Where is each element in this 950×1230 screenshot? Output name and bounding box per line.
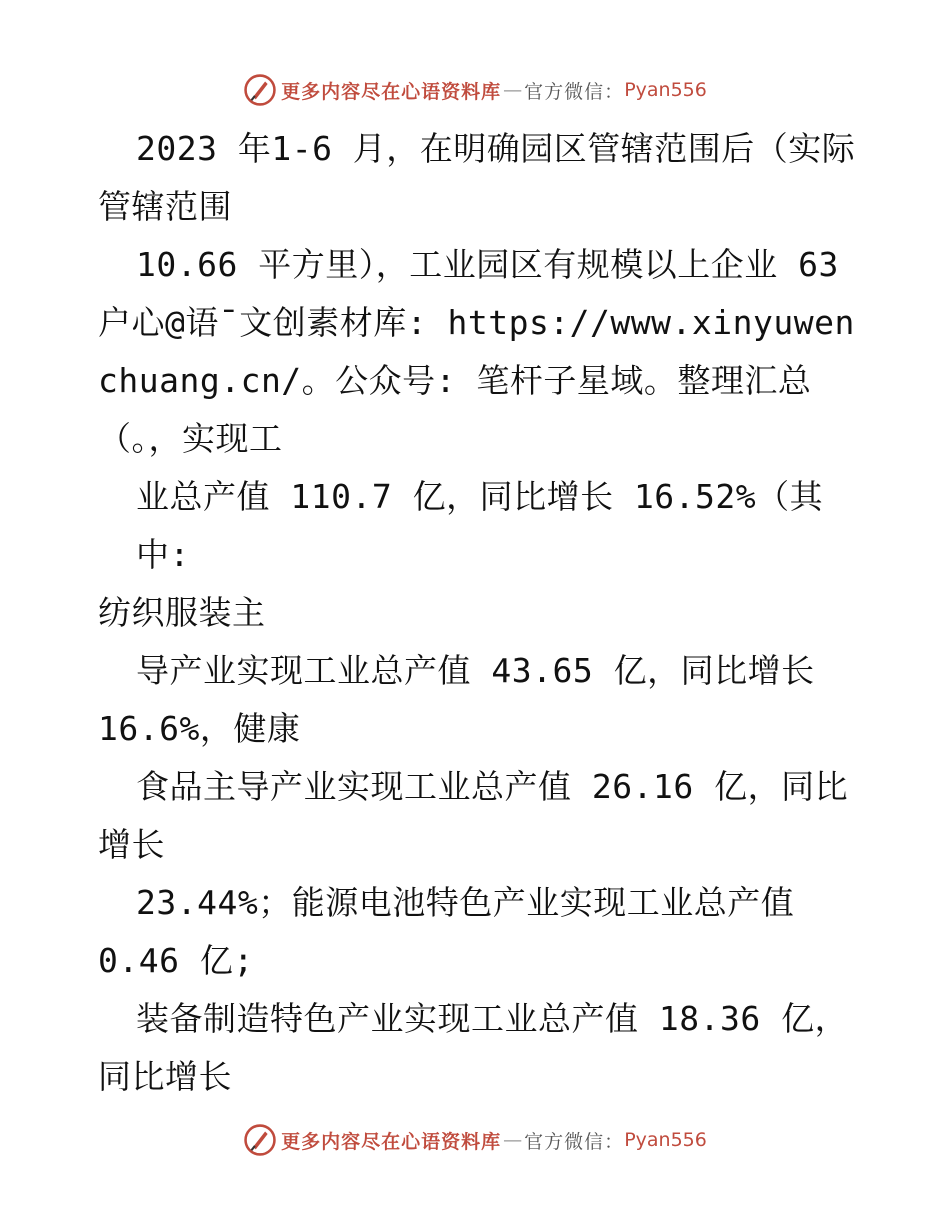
header-watermark: [0, 70, 950, 110]
paragraph-line: 户心@语¯文创素材库: https://www.xinyuwenchuang.cn/。公众号: 笔杆子星域。整理汇总（。，实现工: [98, 303, 855, 458]
footer-watermark: [0, 1120, 950, 1160]
paragraph-line: 业总产值 110.7 亿，同比增长 16.52%（其中:: [136, 477, 824, 574]
watermark-wechat-id: Pyan556: [624, 79, 707, 101]
paragraph-line: 导产业实现工业总产值 43.65 亿，同比增长: [136, 651, 815, 690]
paragraph-line: 16.6%，健康: [98, 709, 301, 748]
paragraph: [98, 468, 858, 642]
paragraph-line: 10.66 平方里），工业园区有规模以上企业 63: [136, 245, 839, 284]
paragraph-line: 同比增长: [98, 1057, 232, 1096]
paragraph: [98, 236, 858, 468]
paragraph: [98, 642, 858, 758]
watermark-separator: —: [503, 79, 523, 101]
paragraph-line: 食品主导产业实现工业总产值 26.16 亿，同比: [136, 767, 849, 806]
paragraph-line: 纺织服装主: [98, 593, 266, 632]
paragraph-line: 2023 年1-6 月，在明确园区管辖范围后（实际: [136, 129, 856, 168]
watermark-brand: 更多内容尽在心语资料库: [281, 80, 502, 103]
paragraph: [98, 990, 858, 1106]
paragraph-line: 0.46 亿;: [98, 941, 254, 980]
paragraph-line: 增长: [98, 825, 165, 864]
paragraph: [98, 758, 858, 874]
paragraph-line: 23.44%；能源电池特色产业实现工业总产值: [136, 883, 795, 922]
watermark-separator: —: [503, 1129, 523, 1151]
watermark-wechat-id: Pyan556: [624, 1129, 707, 1151]
paragraph: [98, 120, 858, 236]
watermark-brand: 更多内容尽在心语资料库: [281, 1130, 502, 1153]
watermark-label: 官方微信：: [524, 1130, 625, 1153]
paragraph: [98, 874, 858, 990]
watermark-label: 官方微信：: [524, 80, 625, 103]
paragraph-line: 管辖范围: [98, 187, 232, 226]
quill-logo-icon: [243, 73, 277, 107]
paragraph-line: 装备制造特色产业实现工业总产值 18.36 亿，: [136, 999, 849, 1038]
quill-logo-icon: [243, 1123, 277, 1157]
document-body: [98, 120, 858, 1106]
